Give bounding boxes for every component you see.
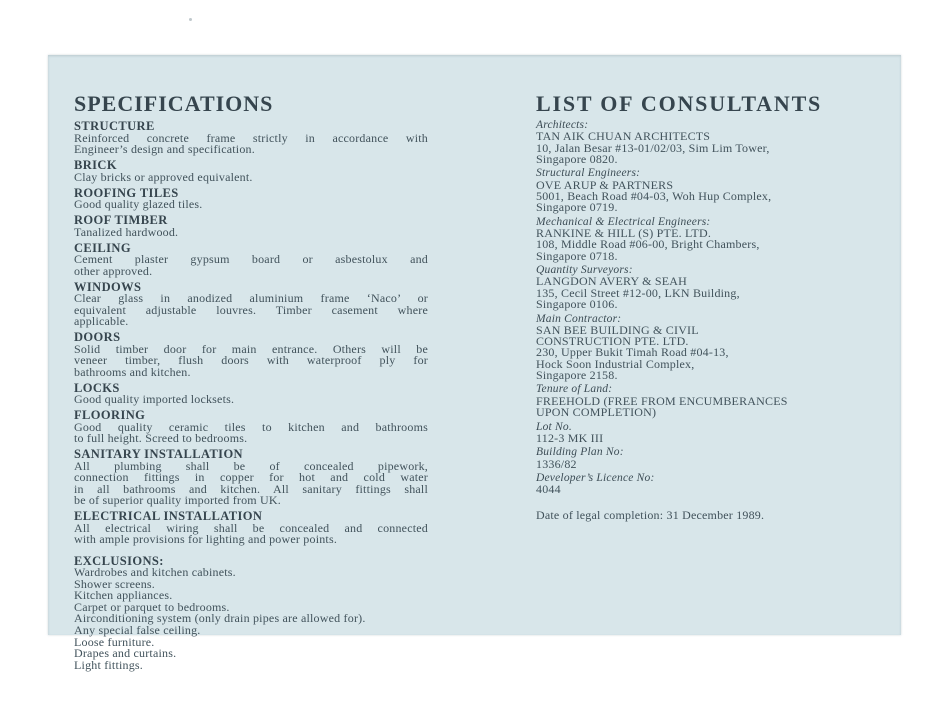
lot-no	[536, 422, 866, 445]
section-body	[74, 419, 428, 445]
section-heading: LOCKS	[74, 380, 120, 395]
consultant-role: Mechanical & Electrical Engineers:	[536, 215, 711, 228]
body-line: with ample provisions for lighting and power points.	[74, 532, 338, 546]
consultant-line: SAN BEE BUILDING & CIVIL	[536, 322, 699, 337]
consultant-role: Structural Engineers:	[536, 167, 641, 180]
section-heading: DOORS	[74, 330, 121, 344]
body-line: Tanalized hardwood.	[74, 224, 179, 239]
consultant-line: 4044	[536, 482, 561, 497]
consultants-column	[536, 92, 866, 521]
section-body	[74, 341, 428, 379]
consultant-role: Quantity Surveyors:	[536, 264, 633, 277]
list-item: Light fittings.	[74, 657, 143, 672]
body-line: Good quality glazed tiles.	[74, 197, 203, 211]
consultant-line: 1336/82	[536, 456, 577, 471]
consultant-role: Main Contractor:	[536, 312, 622, 325]
developers-licence-no	[536, 473, 866, 496]
body-line: Clay bricks or approved equivalent.	[74, 169, 253, 184]
section-ceiling	[74, 242, 428, 278]
section-body	[74, 224, 428, 239]
section-roof-timber	[74, 214, 428, 238]
section-heading: WINDOWS	[74, 279, 142, 294]
section-flooring	[74, 409, 428, 445]
consultant-me-engineers	[536, 217, 866, 262]
consultant-line: TAN AIK CHUAN ARCHITECTS	[536, 129, 711, 144]
consultant-role: Developer’s Licence No:	[536, 472, 655, 485]
list-item: Drapes and curtains.	[74, 646, 177, 661]
consultant-line: Hock Soon Industrial Complex,	[536, 356, 695, 371]
body-line: Engineer’s design and specification.	[74, 142, 255, 156]
blue-paper-sheet	[48, 55, 901, 672]
building-plan-no	[536, 447, 866, 470]
consultant-line: Singapore 2158.	[536, 367, 618, 382]
consultant-role: Lot No.	[536, 420, 572, 433]
section-locks	[74, 382, 428, 406]
body-line: Reinforced concrete frame strictly in accordance with	[74, 130, 428, 145]
body-line: bathrooms and kitchen.	[74, 364, 191, 379]
section-heading: ELECTRICAL INSTALLATION	[74, 509, 263, 523]
consultants-title: LIST OF CONSULTANTS	[536, 91, 823, 116]
section-body	[74, 293, 428, 328]
consultant-line: FREEHOLD (FREE FROM ENCUMBERANCES	[536, 393, 788, 408]
consultant-line: CONSTRUCTION PTE. LTD.	[536, 334, 689, 349]
section-exclusions	[74, 555, 428, 672]
consultant-line: UPON COMPLETION)	[536, 405, 657, 420]
list-item: Loose furniture.	[74, 634, 155, 649]
section-heading: ROOF TIMBER	[74, 213, 168, 227]
body-line: Clear glass in anodized aluminium frame ‘Naco’ or	[74, 291, 428, 305]
consultant-line: 10, Jalan Besar #13-01/02/03, Sim Lim Tower,	[536, 140, 770, 155]
body-line: veneer timber, flush doors with waterproof ply for	[74, 353, 428, 367]
consultant-role: Architects:	[536, 119, 589, 131]
consultant-structural-engineers	[536, 168, 866, 213]
scan-speck	[189, 18, 192, 21]
consultant-architects	[536, 120, 866, 165]
body-line: All electrical wiring shall be concealed and connected	[74, 520, 428, 535]
tenure-of-land	[536, 384, 866, 418]
consultant-line: 112-3 MK III	[536, 430, 604, 445]
list-item: Wardrobes and kitchen cabinets.	[74, 565, 236, 579]
exclusions-list	[74, 567, 428, 671]
list-item: Kitchen appliances.	[74, 588, 173, 603]
list-item: Airconditioning system (only drain pipes are allowed for).	[74, 611, 366, 626]
consultant-line: LANGDON AVERY & SEAH	[536, 274, 688, 289]
consultant-line: 135, Cecil Street #12-00, LKN Building,	[536, 285, 740, 300]
section-body	[74, 199, 428, 211]
section-brick	[74, 159, 428, 183]
legal-completion-date: Date of legal completion: 31 December 1989.	[536, 507, 765, 522]
list-item: Carpet or parquet to bedrooms.	[74, 599, 230, 614]
section-doors	[74, 331, 428, 378]
section-heading: SANITARY INSTALLATION	[74, 447, 243, 461]
section-body	[74, 458, 428, 507]
body-line: Good quality imported locksets.	[74, 392, 235, 406]
body-line: in all bathrooms and kitchen. All sanitary fittings shall	[74, 481, 428, 496]
section-heading: STRUCTURE	[74, 119, 155, 133]
specifications-title: SPECIFICATIONS	[74, 91, 274, 116]
section-roofing-tiles	[74, 187, 428, 211]
consultant-line: 5001, Beach Road #04-03, Woh Hup Complex,	[536, 188, 772, 203]
consultant-role: Building Plan No:	[536, 446, 624, 459]
consultant-role: Tenure of Land:	[536, 383, 613, 396]
body-line: Solid timber door for main entrance. Others will be	[74, 341, 428, 356]
section-body	[74, 254, 428, 277]
section-body	[74, 169, 428, 184]
consultant-line: OVE ARUP & PARTNERS	[536, 177, 674, 192]
consultant-line: Singapore 0718.	[536, 248, 618, 263]
consultant-line: Singapore 0820.	[536, 151, 618, 166]
consultant-line: Singapore 0106.	[536, 297, 618, 312]
section-body	[74, 130, 428, 156]
body-line: equivalent adjustable louvres. Timber casement where	[74, 302, 428, 317]
section-body	[74, 520, 428, 546]
body-line: connection fittings in copper for hot and cold water	[74, 470, 428, 484]
specifications-column	[74, 92, 428, 671]
section-structure	[74, 120, 428, 156]
body-line: be of superior quality imported from UK.	[74, 493, 281, 507]
section-electrical-installation	[74, 510, 428, 546]
body-line: Good quality ceramic tiles to kitchen and bathrooms	[74, 419, 428, 434]
consultant-main-contractor	[536, 314, 866, 382]
list-item: Any special false ceiling.	[74, 622, 201, 637]
section-heading: FLOORING	[74, 408, 146, 422]
body-line: to full height. Screed to bedrooms.	[74, 431, 248, 445]
consultant-line: 230, Upper Bukit Timah Road #04-13,	[536, 345, 729, 360]
consultant-line: Singapore 0719.	[536, 200, 618, 215]
section-body	[74, 394, 428, 406]
consultant-line: 108, Middle Road #06-00, Bright Chambers,	[536, 237, 760, 252]
body-line: All plumbing shall be of concealed pipework,	[74, 458, 428, 473]
body-line: applicable.	[74, 314, 129, 328]
section-heading: BRICK	[74, 158, 117, 172]
section-windows	[74, 281, 428, 328]
body-line: other approved.	[74, 263, 153, 278]
section-heading: ROOFING TILES	[74, 185, 179, 200]
section-sanitary-installation	[74, 448, 428, 507]
consultant-line: RANKINE & HILL (S) PTE. LTD.	[536, 226, 712, 241]
consultant-quantity-surveyors	[536, 265, 866, 310]
body-line: Cement plaster gypsum board or asbestolux and	[74, 252, 428, 266]
list-item: Shower screens.	[74, 576, 155, 591]
section-heading: EXCLUSIONS:	[74, 553, 164, 568]
section-heading: CEILING	[74, 240, 131, 255]
